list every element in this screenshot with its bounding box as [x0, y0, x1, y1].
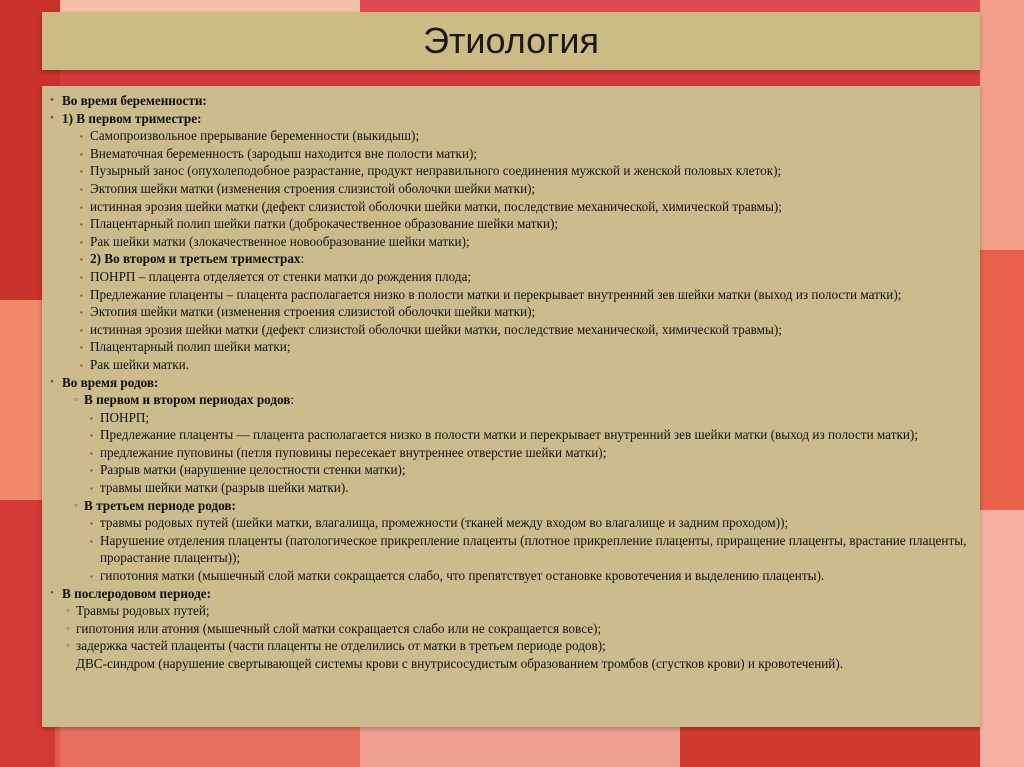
list-item: ▪ Разрыв матки (нарушение целостности стенки матки);	[90, 461, 968, 479]
third-period-heading: В третьем периоде родов:	[84, 497, 236, 513]
list-item: ▪ ПОНРП;	[90, 409, 968, 427]
list-item: ▪ предлежание пуповины (петля пуповины пересекает внутреннее отверстие шейки матки);	[90, 444, 968, 462]
list-item: ▪ Рак шейки матки (злокачественное новообразование шейки матки);	[80, 233, 968, 251]
list-item: ▪ Эктопия шейки матки (изменения строения слизистой оболочки шейки матки);	[80, 180, 968, 198]
list-item: ▪ истинная эрозия шейки матки (дефект слизистой оболочки шейки матки, последствие механической, химической травмы);	[80, 198, 968, 216]
first-second-period-section: ◦ В первом и втором периодах родов: ▪ ПОНРП; ▪ Предлежание плаценты — плацента располагается низко в полости матки и перекрывает внутренний зев шейки матки (выход из полости матки); ▪ предлежание пуповины (петля пуповины пересекает внутреннее отверстие шейки матки); ▪ Разрыв матки (нарушение целостности стенки матки); ▪ травмы шейки матки (разрыв шейки матки).	[74, 391, 968, 497]
list-item: ▪ гипотония матки (мышечный слой матки сокращается слабо, что препятствует остановке кровотечения и выделению плаценты).	[90, 567, 968, 585]
title-panel	[42, 12, 980, 70]
list-item: ДВС-синдром (нарушение свертывающей системы крови с внутрисосудистым образованием тромбов (сгустков крови) и кровотечений).	[76, 656, 844, 671]
labor-heading: Во время родов:	[62, 374, 159, 390]
list-item: ▪ Пузырный занос (опухолеподобное разрастание, продукт неправильного соединения мужской и женской половых клеток);	[80, 162, 968, 180]
postpartum-section	[50, 585, 968, 673]
list-item: ▪ Эктопия шейки матки (изменения строения слизистой оболочки шейки матки);	[80, 303, 968, 321]
list-item: ▪ Нарушение отделения плаценты (патологическое прикрепление плаценты (плотное прикрепление плаценты, приращение плаценты, врастание плаценты, прорастание плаценты));	[90, 532, 968, 567]
list-item: ◦ гипотония или атония (мышечный слой матки сокращается слабо или не сокращается вовсе);	[66, 620, 968, 638]
list-item: ◦ Травмы родовых путей;	[66, 602, 968, 620]
first-trimester-section	[50, 110, 968, 374]
postpartum-heading: В послеродовом периоде:	[62, 585, 212, 601]
list-item: ▪ Предлежание плаценты — плацента располагается низко в полости матки и перекрывает внутренний зев шейки матки (выход из полости матки);	[90, 426, 968, 444]
list-item: ▪ Рак шейки матки.	[80, 356, 968, 374]
labor-section	[50, 374, 968, 585]
list-item: ▪ Предлежание плаценты – плацента располагается низко в полости матки и перекрывает внутренний зев шейки матки (выход из полости матки);	[80, 286, 968, 304]
list-item: ▪ истинная эрозия шейки матки (дефект слизистой оболочки шейки матки, последствие механической, химической травмы);	[80, 321, 968, 339]
slide-title: Этиология	[423, 20, 599, 61]
list-item: ▪ травмы шейки матки (разрыв шейки матки).	[90, 479, 968, 497]
list-item: ▪ Плацентарный полип шейки патки (доброкачественное образование шейки матки);	[80, 215, 968, 233]
list-item: ▪ Самопроизвольное прерывание беременности (выкидыш);	[80, 127, 968, 145]
first-trimester-heading: 1) В первом триместре:	[62, 110, 202, 126]
content-panel	[42, 86, 980, 727]
pregnancy-heading: • Во время беременности:	[50, 92, 968, 110]
list-item: ▪ ПОНРП – плацента отделяется от стенки матки до рождения плода;	[80, 268, 968, 286]
list-item: ▪ травмы родовых путей (шейки матки, влагалища, промежности (тканей между входом во влагалище и задним проходом));	[90, 514, 968, 532]
etiology-list	[42, 86, 980, 673]
third-period-section	[74, 497, 968, 585]
list-item: ◦ задержка частей плаценты (части плаценты не отделились от матки в третьем периоде родов);	[66, 637, 968, 655]
list-item: ▪ Плацентарный полип шейки матки;	[80, 338, 968, 356]
second-third-trimester-heading: ▪ 2) Во втором и третьем триместрах:	[80, 250, 968, 268]
list-item: ▪ Внематочная беременность (зародыш находится вне полости матки);	[80, 145, 968, 163]
